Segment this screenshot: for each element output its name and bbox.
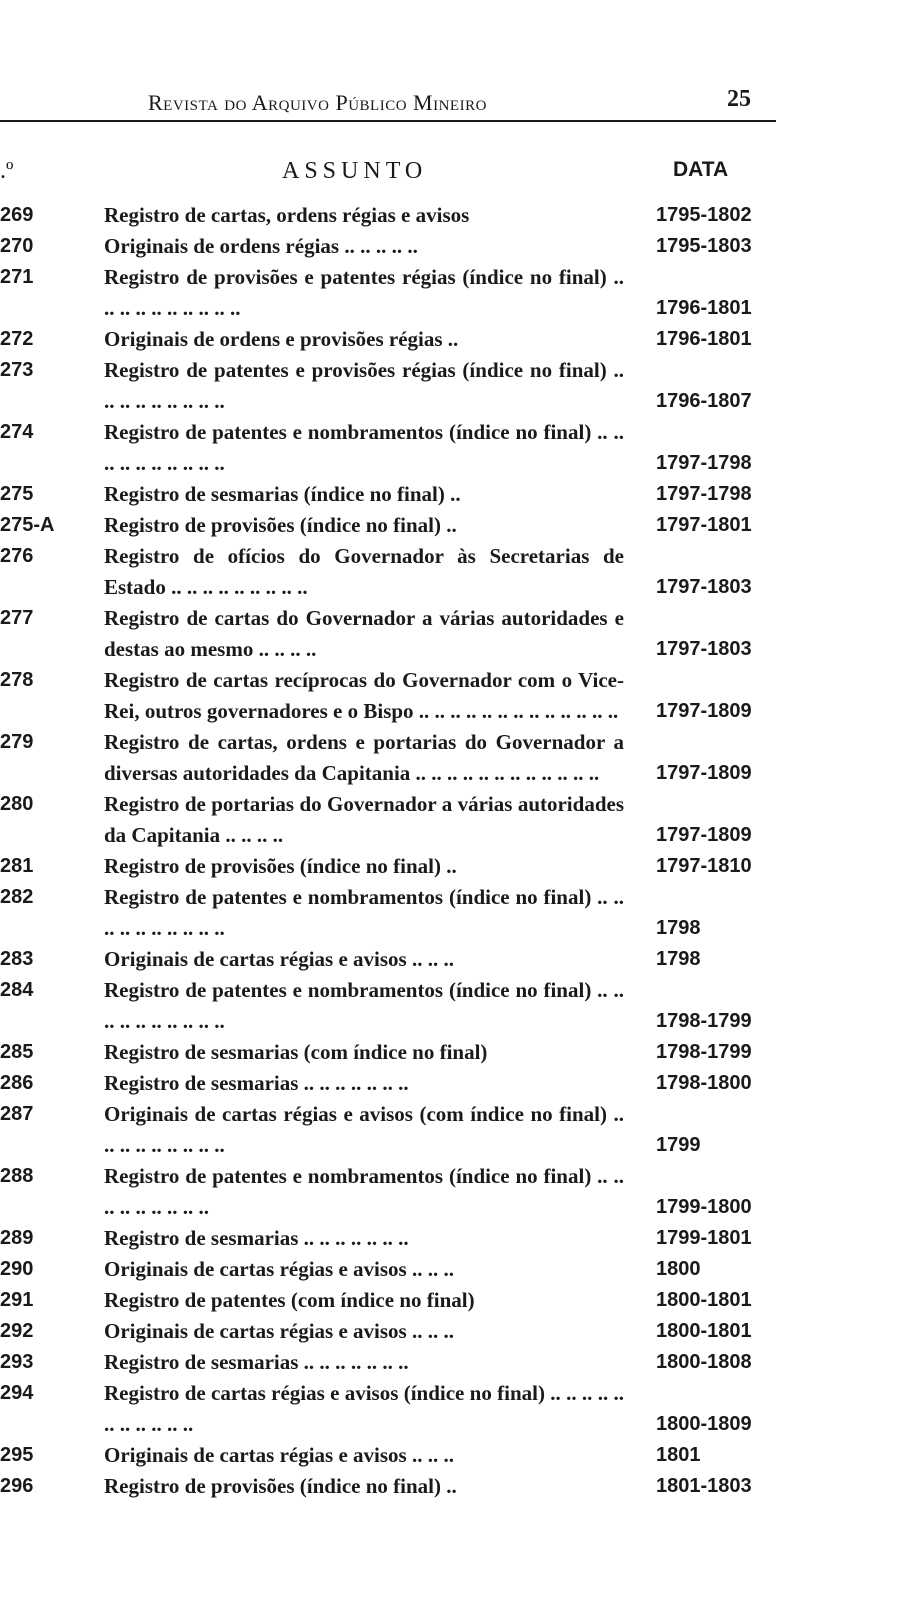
item-subject: Originais de cartas régias e avisos .. .. .. (104, 1319, 454, 1343)
list-item (0, 665, 921, 727)
item-subject: Registro de patentes e nombramentos (índice no final) .. .. .. .. .. .. .. .. .. .. (104, 978, 624, 1033)
item-number: 275 (0, 483, 34, 505)
list-item (0, 1285, 921, 1316)
item-date: 1800-1801 (656, 1289, 752, 1311)
column-header-subject: ASSUNTO (282, 158, 428, 184)
item-date: 1797-1809 (656, 700, 752, 722)
item-date: 1795-1803 (656, 235, 752, 257)
list-item (0, 1440, 921, 1471)
item-date: 1796-1801 (656, 328, 752, 350)
item-subject: Registro de patentes e nombramentos (índice no final) .. .. .. .. .. .. .. .. .. .. (104, 885, 624, 940)
item-number: 289 (0, 1227, 34, 1249)
list-item (0, 200, 921, 231)
list-item (0, 1347, 921, 1378)
item-subject: Registro de cartas, ordens e portarias do Governador a diversas autoridades da Capitania .. .. .. .. .. .. .. .. .. .. .. .. (104, 730, 624, 785)
list-item (0, 541, 921, 603)
item-subject: Registro de provisões (índice no final) .. (104, 513, 457, 537)
item-number: 278 (0, 669, 34, 691)
catalog-list (0, 200, 921, 1502)
list-item (0, 975, 921, 1037)
page-number: 25 (727, 86, 751, 112)
item-number: 275-A (0, 514, 55, 536)
item-number: 269 (0, 204, 34, 226)
running-header (0, 84, 776, 122)
item-number: 281 (0, 855, 34, 877)
item-date: 1801-1803 (656, 1475, 752, 1497)
list-item (0, 1378, 921, 1440)
item-date: 1797-1798 (656, 483, 752, 505)
item-date: 1799-1800 (656, 1196, 752, 1218)
item-date: 1798 (656, 917, 701, 939)
item-date: 1797-1803 (656, 638, 752, 660)
list-item (0, 1099, 921, 1161)
item-date: 1798-1799 (656, 1010, 752, 1032)
item-number: 295 (0, 1444, 34, 1466)
item-date: 1800-1809 (656, 1413, 752, 1435)
item-number: 292 (0, 1320, 34, 1342)
item-number: 273 (0, 359, 34, 381)
item-subject: Registro de patentes e nombramentos (índice no final) .. .. .. .. .. .. .. .. .. (104, 1164, 624, 1219)
list-item (0, 479, 921, 510)
item-date: 1800-1801 (656, 1320, 752, 1342)
list-item (0, 1068, 921, 1099)
list-item (0, 1161, 921, 1223)
item-number: 287 (0, 1103, 34, 1125)
item-date: 1798-1799 (656, 1041, 752, 1063)
item-number: 282 (0, 886, 34, 908)
item-number: 291 (0, 1289, 34, 1311)
item-number: 272 (0, 328, 34, 350)
list-item (0, 789, 921, 851)
item-date: 1797-1810 (656, 855, 752, 877)
item-subject: Registro de sesmarias .. .. .. .. .. .. .. (104, 1226, 409, 1250)
item-date: 1800-1808 (656, 1351, 752, 1373)
list-item (0, 603, 921, 665)
item-subject: Registro de provisões e patentes régias (índice no final) .. .. .. .. .. .. .. .. .. .. (104, 265, 624, 320)
item-subject: Registro de portarias do Governador a várias autoridades da Capitania .. .. .. .. (104, 792, 624, 847)
item-subject: Originais de cartas régias e avisos .. .. .. (104, 947, 454, 971)
item-number: 288 (0, 1165, 34, 1187)
list-item (0, 231, 921, 262)
item-subject: Registro de sesmarias (índice no final) .. (104, 482, 461, 506)
item-subject: Registro de patentes e nombramentos (índice no final) .. .. .. .. .. .. .. .. .. .. (104, 420, 624, 475)
item-date: 1800 (656, 1258, 701, 1280)
item-subject: Registro de sesmarias (com índice no final) (104, 1040, 488, 1064)
item-number: 296 (0, 1475, 34, 1497)
item-number: 290 (0, 1258, 34, 1280)
list-item (0, 727, 921, 789)
list-item (0, 510, 921, 541)
item-number: 276 (0, 545, 34, 567)
item-date: 1799-1801 (656, 1227, 752, 1249)
item-date: 1798-1800 (656, 1072, 752, 1094)
list-item (0, 1471, 921, 1502)
item-subject: Originais de cartas régias e avisos .. .. .. (104, 1443, 454, 1467)
item-subject: Registro de patentes (com índice no final) (104, 1288, 475, 1312)
item-subject: Originais de cartas régias e avisos (com índice no final) .. .. .. .. .. .. .. .. .. (104, 1102, 624, 1157)
item-subject: Registro de cartas, ordens régias e avisos (104, 203, 470, 227)
item-subject: Registro de cartas régias e avisos (índice no final) .. .. .. .. .. .. .. .. .. .. .. (104, 1381, 624, 1436)
column-header-number: .º (0, 158, 14, 184)
list-item (0, 355, 921, 417)
list-item (0, 1223, 921, 1254)
item-number: 293 (0, 1351, 34, 1373)
column-header-date: DATA (673, 158, 729, 181)
list-item (0, 944, 921, 975)
item-date: 1798 (656, 948, 701, 970)
list-item (0, 417, 921, 479)
item-subject: Registro de sesmarias .. .. .. .. .. .. .. (104, 1350, 409, 1374)
item-subject: Registro de cartas do Governador a várias autoridades e destas ao mesmo .. .. .. .. (104, 606, 624, 661)
item-number: 284 (0, 979, 34, 1001)
item-number: 277 (0, 607, 34, 629)
item-number: 270 (0, 235, 34, 257)
item-date: 1797-1798 (656, 452, 752, 474)
item-date: 1797-1801 (656, 514, 752, 536)
item-number: 271 (0, 266, 34, 288)
list-item (0, 324, 921, 355)
item-date: 1797-1809 (656, 824, 752, 846)
journal-title: Revista do Arquivo Público Mineiro (148, 90, 487, 115)
item-number: 279 (0, 731, 34, 753)
list-item (0, 882, 921, 944)
item-date: 1797-1803 (656, 576, 752, 598)
item-subject: Registro de patentes e provisões régias (índice no final) .. .. .. .. .. .. .. .. .. (104, 358, 624, 413)
item-number: 274 (0, 421, 34, 443)
list-item (0, 1037, 921, 1068)
item-date: 1801 (656, 1444, 701, 1466)
item-date: 1799 (656, 1134, 701, 1156)
list-item (0, 262, 921, 324)
item-subject: Registro de provisões (índice no final) .. (104, 854, 457, 878)
item-number: 286 (0, 1072, 34, 1094)
item-date: 1796-1801 (656, 297, 752, 319)
item-subject: Registro de cartas recíprocas do Governador com o Vice-Rei, outros governadores e o Bispo .. .. .. .. .. .. .. .. .. .. .. .. .. (104, 668, 624, 723)
item-number: 280 (0, 793, 34, 815)
item-date: 1795-1802 (656, 204, 752, 226)
list-item (0, 1316, 921, 1347)
item-subject: Registro de provisões (índice no final) .. (104, 1474, 457, 1498)
list-item (0, 1254, 921, 1285)
item-subject: Originais de cartas régias e avisos .. .. .. (104, 1257, 454, 1281)
item-subject: Originais de ordens e provisões régias .. (104, 327, 459, 351)
item-number: 285 (0, 1041, 34, 1063)
item-date: 1797-1809 (656, 762, 752, 784)
item-date: 1796-1807 (656, 390, 752, 412)
item-number: 283 (0, 948, 34, 970)
item-number: 294 (0, 1382, 34, 1404)
list-item (0, 851, 921, 882)
item-subject: Originais de ordens régias .. .. .. .. .. (104, 234, 418, 258)
item-subject: Registro de ofícios do Governador às Secretarias de Estado .. .. .. .. .. .. .. .. .. (104, 544, 624, 599)
item-subject: Registro de sesmarias .. .. .. .. .. .. .. (104, 1071, 409, 1095)
